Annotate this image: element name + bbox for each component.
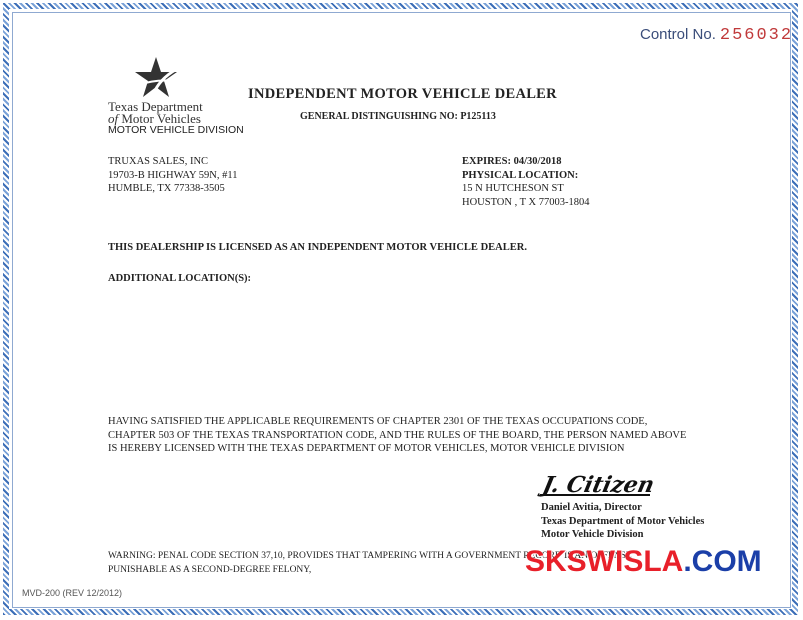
distinguishing-number: GENERAL DISTINGUISHING NO: P125113	[300, 111, 496, 122]
certification-text	[108, 415, 686, 456]
watermark-suffix: .COM	[683, 545, 762, 578]
control-number	[640, 26, 793, 45]
control-value: 256032	[719, 26, 794, 45]
mailing-line: HUMBLE, TX 77338-3505	[108, 183, 225, 194]
physical-location-label: PHYSICAL LOCATION:	[462, 169, 579, 181]
watermark-main: SKSWISLA	[525, 545, 684, 578]
mailing-line: TRUXAS SALES, INC	[108, 156, 209, 167]
agency-name-of: of	[108, 111, 119, 126]
expires-date: EXPIRES: 04/30/2018	[462, 156, 562, 167]
star-logo-icon	[133, 55, 179, 101]
agency-name-rest: Motor Vehicles	[121, 111, 201, 126]
license-statement: THIS DEALERSHIP IS LICENSED AS AN INDEPENDENT MOTOR VEHICLE DEALER.	[108, 242, 527, 253]
mailing-address	[108, 155, 238, 196]
certification-line: IS HEREBY LICENSED WITH THE TEXAS DEPARTMENT OF MOTOR VEHICLES, MOTOR VEHICLE DIVISION	[108, 443, 625, 454]
physical-line: 15 N HUTCHESON ST	[462, 183, 564, 194]
control-label: Control No.	[640, 26, 716, 43]
warning-line: PUNISHABLE AS A SECOND-DEGREE FELONY,	[108, 564, 312, 575]
signer-block	[541, 501, 704, 542]
signer-line: Daniel Avitia, Director	[541, 502, 642, 513]
watermark	[525, 545, 762, 579]
director-signature: J. Citizen	[540, 472, 657, 498]
certificate-title: INDEPENDENT MOTOR VEHICLE DEALER	[248, 86, 557, 102]
signer-line: Motor Vehicle Division	[541, 529, 644, 540]
signer-line: Texas Department of Motor Vehicles	[541, 515, 705, 527]
certification-line: CHAPTER 503 OF THE TEXAS TRANSPORTATION CODE, AND THE RULES OF THE BOARD, THE PERSON NAMED ABOVE	[108, 429, 687, 441]
certification-line: HAVING SATISFIED THE APPLICABLE REQUIREMENTS OF CHAPTER 2301 OF THE TEXAS OCCUPATIONS CODE,	[108, 416, 648, 427]
physical-location-block	[462, 155, 589, 209]
signature-underline	[540, 494, 650, 496]
agency-name-line1: Texas Department	[108, 99, 203, 114]
warning-line: WARNING: PENAL CODE SECTION 37,10, PROVIDES THAT TAMPERING WITH A GOVERNMENT RECORD IS AN OFFENSE	[108, 551, 632, 561]
agency-division: MOTOR VEHICLE DIVISION	[108, 124, 244, 136]
physical-line: HOUSTON , T X 77003-1804	[462, 196, 590, 208]
additional-locations-label: ADDITIONAL LOCATION(S):	[108, 273, 252, 284]
mailing-line: 19703-B HIGHWAY 59N, #11	[108, 169, 238, 181]
form-identifier: MVD-200 (REV 12/2012)	[22, 588, 123, 598]
